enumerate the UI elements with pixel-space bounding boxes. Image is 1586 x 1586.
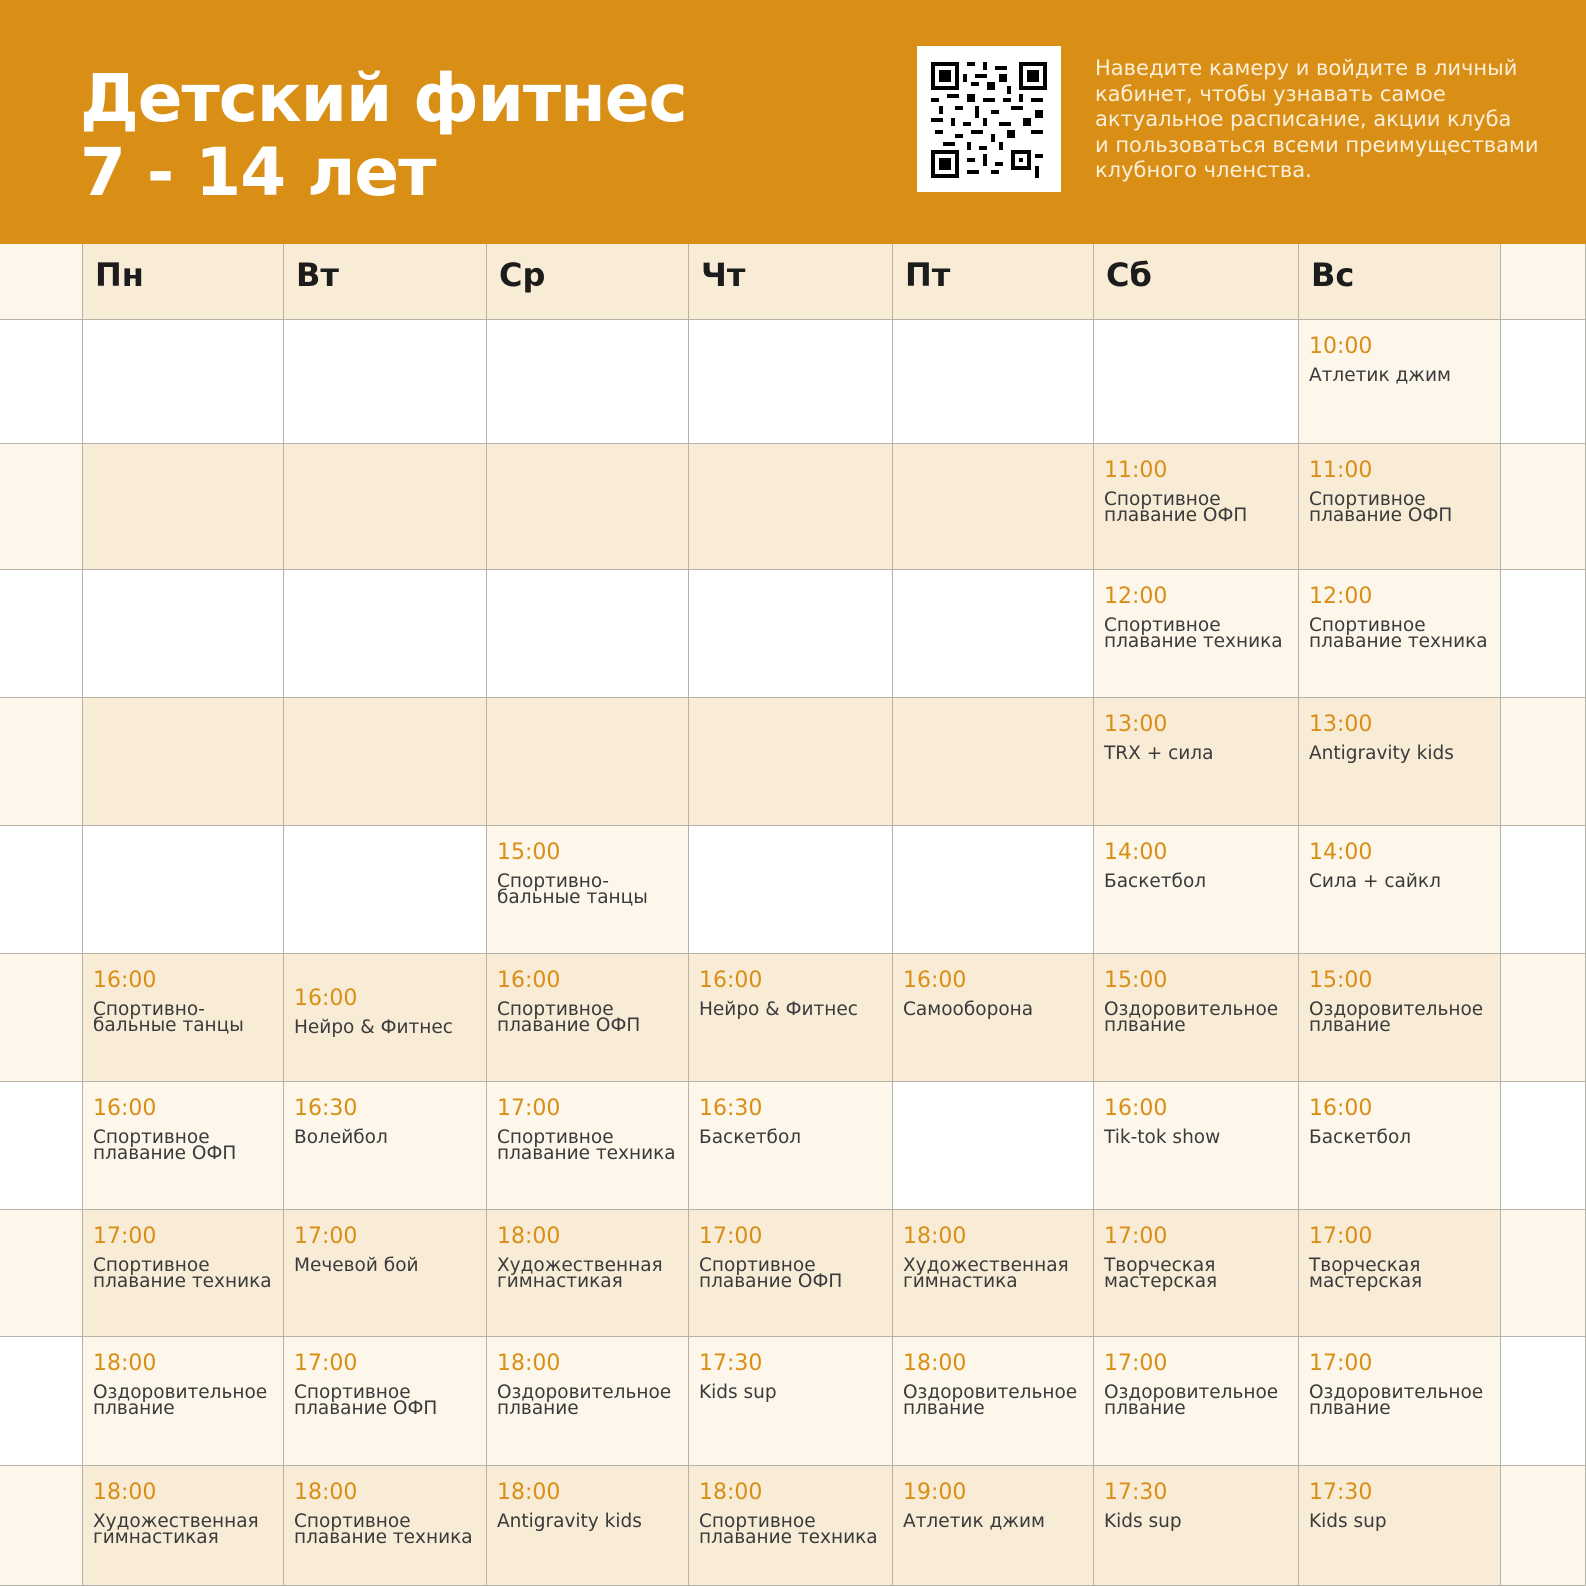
title-line-2: 7 - 14 лет: [80, 134, 436, 211]
class-time: 10:00: [1309, 334, 1373, 359]
class-name: Художественная гимнастика: [903, 1255, 1069, 1292]
class-slot[interactable]: [284, 1466, 487, 1586]
day-header: [284, 244, 487, 320]
class-name: Спортивное плавание техника: [1309, 615, 1488, 652]
empty-slot: [284, 826, 487, 954]
class-time: 17:00: [93, 1224, 157, 1249]
class-slot[interactable]: [487, 1466, 689, 1586]
class-name: Спортивное плавание техника: [497, 1127, 676, 1164]
class-time: 16:00: [93, 968, 157, 993]
row-spacer: [0, 320, 83, 444]
class-name: Оздоровительное плвание: [497, 1382, 672, 1419]
class-name: Спортивное плавание ОФП: [93, 1127, 237, 1164]
empty-slot: [487, 444, 689, 570]
row-spacer: [1501, 826, 1586, 954]
row-spacer: [1501, 444, 1586, 570]
class-time: 17:00: [1104, 1224, 1168, 1249]
class-name: Tik-tok show: [1104, 1127, 1221, 1148]
class-name: Творческая мастерская: [1309, 1255, 1423, 1292]
class-time: 19:00: [903, 1480, 967, 1505]
class-name: Оздоровительное плвание: [1104, 1382, 1279, 1419]
empty-slot: [893, 826, 1094, 954]
class-name: Спортивное плавание ОФП: [1309, 489, 1453, 526]
class-name: Kids sup: [699, 1382, 777, 1403]
class-name: Нейро & Фитнес: [699, 999, 858, 1020]
empty-slot: [83, 444, 284, 570]
class-time: 17:00: [1309, 1351, 1373, 1376]
empty-slot: [689, 826, 893, 954]
class-slot[interactable]: [1299, 826, 1501, 954]
class-time: 18:00: [699, 1480, 763, 1505]
class-slot[interactable]: [1094, 1337, 1299, 1466]
class-name: Мечевой бой: [294, 1255, 419, 1276]
day-header: [893, 244, 1094, 320]
class-time: 15:00: [497, 840, 561, 865]
class-name: Antigravity kids: [1309, 743, 1454, 764]
day-header: [1299, 244, 1501, 320]
class-time: 16:00: [699, 968, 763, 993]
class-time: 16:30: [294, 1096, 358, 1121]
class-name: Antigravity kids: [497, 1511, 642, 1532]
class-name: Спортивное плавание техника: [1104, 615, 1283, 652]
row-spacer: [1501, 570, 1586, 698]
class-time: 18:00: [497, 1351, 561, 1376]
class-slot[interactable]: [1094, 444, 1299, 570]
class-time: 14:00: [1104, 840, 1168, 865]
class-name: Спортивное плавание ОФП: [699, 1255, 843, 1292]
class-slot[interactable]: [487, 954, 689, 1082]
empty-slot: [284, 320, 487, 444]
header-spacer: [0, 244, 83, 320]
class-time: 16:00: [294, 986, 358, 1011]
class-slot[interactable]: [284, 1337, 487, 1466]
class-name: Спортивно- бальные танцы: [93, 999, 244, 1036]
class-name: Спортивное плавание техника: [294, 1511, 473, 1548]
class-slot[interactable]: [1094, 1466, 1299, 1586]
class-time: 17:00: [699, 1224, 763, 1249]
class-name: Творческая мастерская: [1104, 1255, 1218, 1292]
class-name: Сила + сайкл: [1309, 871, 1441, 892]
class-name: Оздоровительное плвание: [903, 1382, 1078, 1419]
class-slot[interactable]: [83, 1082, 284, 1210]
empty-slot: [893, 320, 1094, 444]
empty-slot: [284, 444, 487, 570]
class-slot[interactable]: [284, 1210, 487, 1337]
class-slot[interactable]: [1299, 1082, 1501, 1210]
class-slot[interactable]: [1094, 570, 1299, 698]
class-name: Самооборона: [903, 999, 1034, 1020]
day-header: [487, 244, 689, 320]
page-title: [80, 62, 687, 210]
class-name: Баскетбол: [699, 1127, 802, 1148]
class-time: 16:30: [699, 1096, 763, 1121]
class-time: 11:00: [1309, 458, 1373, 483]
class-slot[interactable]: [893, 1210, 1094, 1337]
class-time: 17:00: [294, 1224, 358, 1249]
empty-slot: [689, 698, 893, 826]
qr-caption: Наведите камеру и войдите в личный кабинет, чтобы узнавать самое актуальное расписание, акции клуба и пользоваться всеми преимуществами клубного членства.: [1095, 56, 1539, 182]
class-slot[interactable]: [689, 1337, 893, 1466]
class-name: Художественная гимнастикая: [93, 1511, 259, 1548]
class-slot[interactable]: [1299, 1337, 1501, 1466]
class-time: 18:00: [294, 1480, 358, 1505]
row-spacer: [0, 826, 83, 954]
empty-slot: [893, 1082, 1094, 1210]
class-time: 18:00: [903, 1224, 967, 1249]
empty-slot: [487, 570, 689, 698]
empty-slot: [83, 570, 284, 698]
empty-slot: [893, 570, 1094, 698]
class-slot[interactable]: [1299, 444, 1501, 570]
empty-slot: [83, 320, 284, 444]
day-name: Чт: [701, 256, 746, 294]
row-spacer: [1501, 1337, 1586, 1466]
row-spacer: [0, 1082, 83, 1210]
empty-slot: [689, 570, 893, 698]
class-time: 17:00: [1104, 1351, 1168, 1376]
class-slot[interactable]: [1094, 1082, 1299, 1210]
empty-slot: [487, 320, 689, 444]
class-time: 18:00: [497, 1224, 561, 1249]
class-time: 16:00: [1309, 1096, 1373, 1121]
class-name: Оздоровительное плвание: [1309, 1382, 1484, 1419]
class-name: Оздоровительное плвание: [1104, 999, 1279, 1036]
class-name: Баскетбол: [1309, 1127, 1412, 1148]
class-time: 18:00: [93, 1480, 157, 1505]
empty-slot: [83, 826, 284, 954]
class-time: 18:00: [93, 1351, 157, 1376]
class-slot[interactable]: [83, 1466, 284, 1586]
row-spacer: [1501, 1082, 1586, 1210]
class-time: 18:00: [903, 1351, 967, 1376]
class-time: 13:00: [1309, 712, 1373, 737]
class-name: Волейбол: [294, 1127, 388, 1148]
class-slot[interactable]: [1094, 826, 1299, 954]
row-spacer: [0, 698, 83, 826]
day-header: [689, 244, 893, 320]
class-name: Баскетбол: [1104, 871, 1207, 892]
title-line-1: Детский фитнес: [80, 60, 687, 137]
class-slot[interactable]: [1299, 320, 1501, 444]
class-name: Оздоровительное плвание: [93, 1382, 268, 1419]
class-time: 16:00: [1104, 1096, 1168, 1121]
class-time: 12:00: [1104, 584, 1168, 609]
day-name: Сб: [1106, 256, 1152, 294]
class-slot[interactable]: [1094, 954, 1299, 1082]
class-slot[interactable]: [893, 1466, 1094, 1586]
class-slot[interactable]: [1299, 1210, 1501, 1337]
class-slot[interactable]: [284, 954, 487, 1082]
class-name: Спортивное плавание техника: [93, 1255, 272, 1292]
class-name: Спортивное плавание ОФП: [294, 1382, 438, 1419]
class-slot[interactable]: [1299, 1466, 1501, 1586]
empty-slot: [893, 698, 1094, 826]
row-spacer: [1501, 954, 1586, 1082]
day-name: Пн: [95, 256, 144, 294]
class-time: 12:00: [1309, 584, 1373, 609]
day-header: [83, 244, 284, 320]
day-name: Вс: [1311, 256, 1355, 294]
class-time: 13:00: [1104, 712, 1168, 737]
qr-code-icon[interactable]: [917, 46, 1061, 192]
header-spacer: [1501, 244, 1586, 320]
class-name: Спортивное плавание ОФП: [497, 999, 641, 1036]
class-slot[interactable]: [487, 826, 689, 954]
row-spacer: [0, 954, 83, 1082]
class-time: 17:30: [1309, 1480, 1373, 1505]
class-time: 18:00: [497, 1480, 561, 1505]
row-spacer: [0, 444, 83, 570]
class-slot[interactable]: [83, 1210, 284, 1337]
class-slot[interactable]: [689, 1082, 893, 1210]
class-slot[interactable]: [689, 1466, 893, 1586]
row-spacer: [0, 1210, 83, 1337]
day-name: Вт: [296, 256, 339, 294]
class-time: 15:00: [1309, 968, 1373, 993]
class-slot[interactable]: [893, 1337, 1094, 1466]
page-header: [0, 0, 1586, 244]
class-slot[interactable]: [1094, 1210, 1299, 1337]
class-slot[interactable]: [487, 1337, 689, 1466]
class-time: 17:30: [1104, 1480, 1168, 1505]
class-name: Нейро & Фитнес: [294, 1017, 453, 1038]
class-name: Атлетик джим: [1309, 365, 1451, 386]
class-time: 16:00: [93, 1096, 157, 1121]
class-time: 17:00: [497, 1096, 561, 1121]
class-slot[interactable]: [689, 1210, 893, 1337]
class-slot[interactable]: [893, 954, 1094, 1082]
schedule-grid: [0, 244, 1586, 1586]
class-name: Спортивное плавание ОФП: [1104, 489, 1248, 526]
row-spacer: [1501, 1466, 1586, 1586]
class-name: Спортивно- бальные танцы: [497, 871, 648, 908]
row-spacer: [1501, 320, 1586, 444]
class-slot[interactable]: [1094, 698, 1299, 826]
class-time: 17:30: [699, 1351, 763, 1376]
class-name: Атлетик джим: [903, 1511, 1045, 1532]
class-time: 14:00: [1309, 840, 1373, 865]
class-slot[interactable]: [487, 1082, 689, 1210]
class-time: 11:00: [1104, 458, 1168, 483]
empty-slot: [284, 570, 487, 698]
class-time: 17:00: [294, 1351, 358, 1376]
class-time: 17:00: [1309, 1224, 1373, 1249]
row-spacer: [0, 1337, 83, 1466]
class-slot[interactable]: [83, 954, 284, 1082]
class-name: Спортивное плавание техника: [699, 1511, 878, 1548]
class-slot[interactable]: [1299, 570, 1501, 698]
class-slot[interactable]: [83, 1337, 284, 1466]
empty-slot: [83, 698, 284, 826]
empty-slot: [689, 444, 893, 570]
empty-slot: [487, 698, 689, 826]
day-header: [1094, 244, 1299, 320]
class-slot[interactable]: [689, 954, 893, 1082]
class-slot[interactable]: [1299, 698, 1501, 826]
row-spacer: [0, 1466, 83, 1586]
class-name: Художественная гимнастикая: [497, 1255, 663, 1292]
class-name: TRX + сила: [1104, 743, 1214, 764]
class-time: 16:00: [497, 968, 561, 993]
empty-slot: [893, 444, 1094, 570]
empty-slot: [284, 698, 487, 826]
class-slot[interactable]: [1299, 954, 1501, 1082]
class-name: Kids sup: [1309, 1511, 1387, 1532]
class-time: 15:00: [1104, 968, 1168, 993]
class-name: Kids sup: [1104, 1511, 1182, 1532]
class-name: Оздоровительное плвание: [1309, 999, 1484, 1036]
day-name: Пт: [905, 256, 951, 294]
row-spacer: [1501, 698, 1586, 826]
class-slot[interactable]: [284, 1082, 487, 1210]
class-time: 16:00: [903, 968, 967, 993]
empty-slot: [689, 320, 893, 444]
row-spacer: [1501, 1210, 1586, 1337]
empty-slot: [1094, 320, 1299, 444]
day-name: Ср: [499, 256, 546, 294]
row-spacer: [0, 570, 83, 698]
class-slot[interactable]: [487, 1210, 689, 1337]
